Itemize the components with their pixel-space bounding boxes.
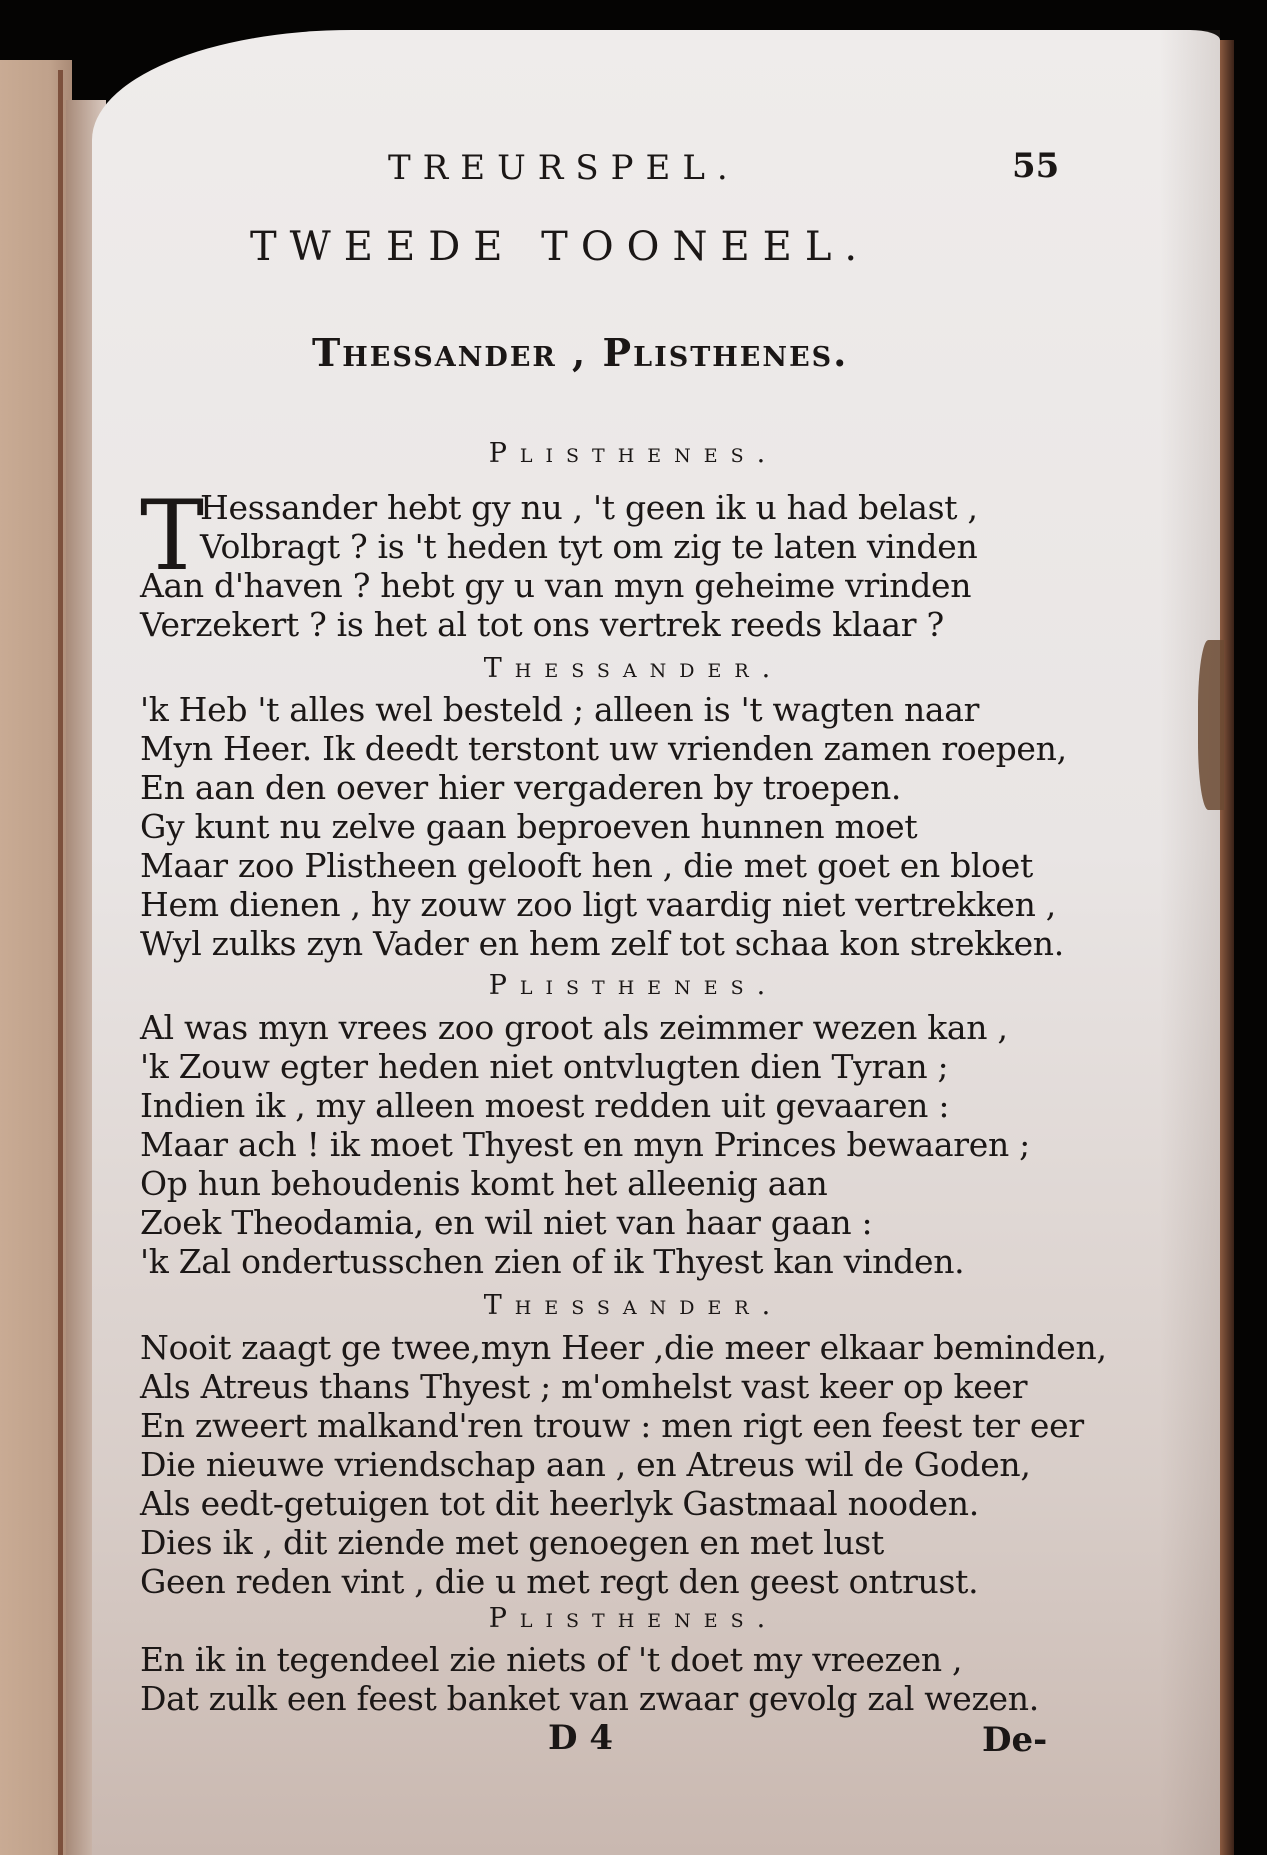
verse-line: Geen reden vint , die u met regt den geest ontrust. [140, 1562, 979, 1601]
verse-line: En aan den oever hier vergaderen by troepen. [140, 768, 902, 807]
verse-line: En ik in tegendeel zie niets of 't doet my vreezen , [140, 1640, 963, 1679]
verse-line: Gy kunt nu zelve gaan beproeven hunnen moet [140, 807, 918, 846]
speaker-heading: Plisthenes. [488, 970, 779, 1001]
catchword: De- [982, 1720, 1048, 1760]
page-number: 55 [1012, 146, 1060, 186]
verse-line: Indien ik , my alleen moest redden uit gevaaren : [140, 1086, 950, 1125]
verse-line: Volbragt ? is 't heden tyt om zig te laten vinden [200, 527, 978, 566]
verse-line: Die nieuwe vriendschap aan , en Atreus wil de Goden, [140, 1445, 1031, 1484]
verse-line: 'k Zouw egter heden niet ontvlugten dien Tyran ; [140, 1047, 949, 1086]
verse-line: Dies ik , dit ziende met genoegen en met lust [140, 1523, 884, 1562]
speaker-heading: Thessander. [483, 653, 784, 684]
verse-line: Maar zoo Plistheen gelooft hen , die met goet en bloet [140, 846, 1033, 885]
verse-line: 'k Heb 't alles wel besteld ; alleen is 't wagten naar [140, 690, 980, 729]
running-title: TREURSPEL. [388, 148, 740, 188]
verse-line: Hem dienen , hy zouw zoo ligt vaardig niet vertrekken , [140, 885, 1056, 924]
scene-title: TWEEDE TOONEEL. [250, 224, 871, 270]
verse-line: Zoek Theodamia, en wil niet van haar gaan : [140, 1203, 873, 1242]
verse-line: Als eedt-getuigen tot dit heerlyk Gastmaal nooden. [140, 1484, 979, 1523]
verse-line: Als Atreus thans Thyest ; m'omhelst vast keer op keer [140, 1367, 1028, 1406]
signature-mark: D 4 [548, 1718, 613, 1758]
verse-line: Myn Heer. Ik deedt terstont uw vrienden zamen roepen, [140, 729, 1067, 768]
speaker-heading: Plisthenes. [488, 1603, 779, 1634]
verse-line: Hessander hebt gy nu , 't geen ik u had belast , [200, 488, 978, 527]
speaker-heading: Thessander. [483, 1290, 784, 1321]
verse-line: Nooit zaagt ge twee,myn Heer ,die meer elkaar beminden, [140, 1328, 1107, 1367]
verse-line: Dat zulk een feest banket van zwaar gevolg zal wezen. [140, 1679, 1039, 1718]
drop-cap: T [140, 480, 205, 592]
verse-line: Al was myn vrees zoo groot als zeimmer wezen kan , [140, 1008, 1008, 1047]
speaker-heading: Plisthenes. [488, 438, 779, 469]
verse-line: 'k Zal ondertusschen zien of ik Thyest kan vinden. [140, 1242, 965, 1281]
verse-line: Op hun behoudenis komt het alleenig aan [140, 1164, 828, 1203]
verse-line: En zweert malkand'ren trouw : men rigt een feest ter eer [140, 1406, 1084, 1445]
cast-list: Thessander , Plisthenes. [312, 330, 849, 375]
page-right-edge [1220, 40, 1234, 1855]
verse-line: Verzekert ? is het al tot ons vertrek reeds klaar ? [140, 605, 944, 644]
verse-line: Aan d'haven ? hebt gy u van myn geheime vrinden [140, 566, 972, 605]
facing-page-edge [58, 70, 63, 1855]
verse-line: Maar ach ! ik moet Thyest en myn Princes bewaaren ; [140, 1125, 1030, 1164]
verse-line: Wyl zulks zyn Vader en hem zelf tot schaa kon strekken. [140, 924, 1064, 963]
